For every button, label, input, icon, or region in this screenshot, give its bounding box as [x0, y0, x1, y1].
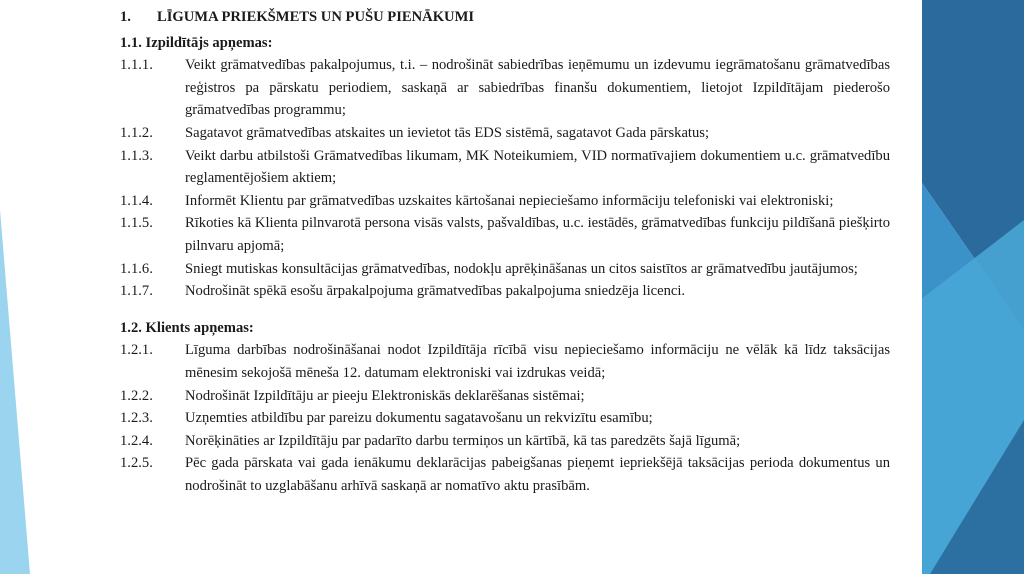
- section-title: LĪGUMA PRIEKŠMETS UN PUŠU PIENĀKUMI: [157, 9, 475, 25]
- item-text: Pēc gada pārskata vai gada ienākumu deklarācijas pabeigšanas pieņemt iepriekšējā taksācijas perioda dokumentus un nodrošināt to uzglabāšanu arhīvā saskaņā ar nomatīvo aktu prasībām.: [185, 455, 890, 494]
- list-item: [120, 280, 890, 303]
- section-heading: [120, 6, 890, 29]
- right-light-shape: [920, 220, 1024, 574]
- item-number: 1.1.1.: [120, 57, 153, 74]
- list-item: [120, 145, 890, 190]
- item-text: Rīkoties kā Klienta pilnvarotā persona visās valsts, pašvaldības, u.c. iestādēs, grāmatvedības funkciju pildīšanā piešķirto pilnvaru apjomā;: [185, 215, 890, 254]
- contract-document: [120, 6, 890, 497]
- item-text: Nodrošināt Izpildītāju ar pieeju Elektroniskās deklarēšanas sistēmai;: [185, 387, 585, 404]
- list-item: [120, 122, 890, 145]
- item-text: Norēķināties ar Izpildītāju par padarīto darbu termiņos un kārtībā, kā tas paredzēts šajā līgumā;: [185, 432, 741, 449]
- list-item: [120, 385, 890, 408]
- client-list: [120, 339, 890, 497]
- list-item: [120, 407, 890, 430]
- item-number: 1.2.5.: [120, 455, 153, 472]
- list-item: [120, 54, 890, 122]
- item-text: Sagatavot grāmatvedības atskaites un ievietot tās EDS sistēmā, sagatavot Gada pārskatus;: [185, 124, 710, 141]
- item-number: 1.1.7.: [120, 283, 153, 300]
- list-item: [120, 190, 890, 213]
- item-number: 1.2.1.: [120, 342, 153, 359]
- list-item: [120, 212, 890, 257]
- contractor-list: [120, 54, 890, 303]
- left-accent-shape: [0, 210, 30, 574]
- item-number: 1.2.3.: [120, 410, 153, 427]
- item-text: Sniegt mutiskas konsultācijas grāmatvedības, nodokļu aprēķināšanas un citos saistītos ar grāmatvedību jautājumos;: [185, 260, 858, 277]
- item-number: 1.2.2.: [120, 387, 153, 404]
- item-number: 1.1.5.: [120, 215, 153, 232]
- item-text: Informēt Klientu par grāmatvedības uzskaites kārtošanai nepieciešamo informāciju telefoniski vai elektroniski;: [185, 192, 834, 209]
- item-text: Nodrošināt spēkā esošu ārpakalpojuma grāmatvedības pakalpojuma sniedzēja licenci.: [185, 283, 686, 300]
- list-item: [120, 430, 890, 453]
- item-number: 1.1.2.: [120, 124, 153, 141]
- section-number: 1.: [120, 9, 131, 25]
- list-item: [120, 339, 890, 384]
- item-text: Uzņemties atbildību par pareizu dokumentu sagatavošanu un rekvizītu esamību;: [185, 410, 653, 427]
- item-number: 1.1.4.: [120, 192, 153, 209]
- item-text: Veikt darbu atbilstoši Grāmatvedības likumam, MK Noteikumiem, VID normatīvajiem dokumentiem u.c. grāmatvedību reglamentējošiem aktiem;: [185, 147, 890, 187]
- right-bottom-shape: [930, 420, 1024, 574]
- item-text: Veikt grāmatvedības pakalpojumus, t.i. – nodrošināt sabiedrības ieņēmumu un izdevumu iegrāmatošanu grāmatvedības reģistros pa pārskatu periodiem, saskaņā ar sabiedrības finanšu dokumentiem, lietojot Izpildītājam piederošo grāmatvedības programmu;: [185, 57, 890, 119]
- contractor-heading: 1.1. Izpildītājs apņemas:: [120, 34, 273, 51]
- client-heading: 1.2. Klients apņemas:: [120, 319, 254, 336]
- list-item: [120, 452, 890, 497]
- item-text: Līguma darbības nodrošināšanai nodot Izpildītāja rīcībā visu nepieciešamo informāciju ne vēlāk kā līdz taksācijas mēnesim sekojošā mēneša 12. datumam elektroniski vai izdrukas veidā;: [185, 342, 890, 381]
- item-number: 1.1.6.: [120, 260, 153, 277]
- right-mid-shape: [920, 180, 1024, 574]
- item-number: 1.2.4.: [120, 432, 153, 449]
- right-dark-shape: [920, 0, 1024, 330]
- item-number: 1.1.3.: [120, 147, 153, 164]
- list-item: [120, 258, 890, 281]
